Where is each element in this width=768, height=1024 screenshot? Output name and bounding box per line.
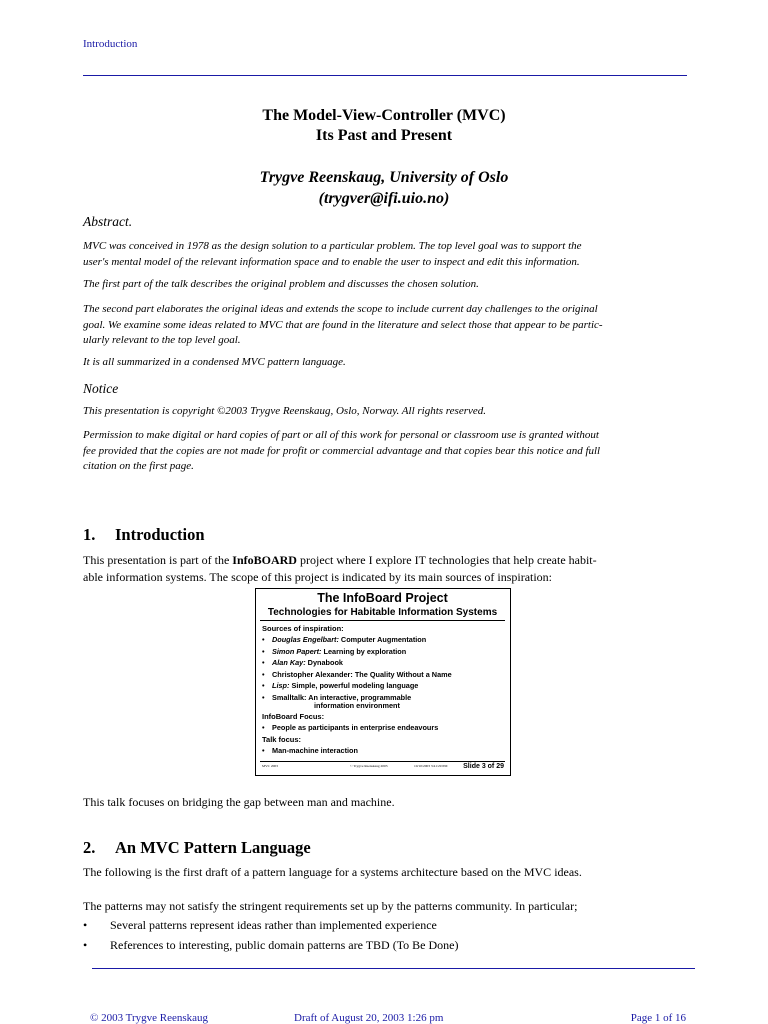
bullet-glyph: • xyxy=(83,938,88,952)
slide-footer-date: 10/10/2003 3:41:29 PM xyxy=(414,764,448,768)
abstract-paragraph-2 xyxy=(83,277,689,293)
doc-title-line2: Its Past and Present xyxy=(315,127,453,144)
abstract-heading: Abstract. xyxy=(83,214,133,229)
slide-footer-divider xyxy=(260,761,505,762)
section-number: 2. xyxy=(83,838,96,857)
bullet-glyph: • xyxy=(262,723,265,732)
footer-copyright: © 2003 Trygve Reenskaug xyxy=(90,1012,209,1024)
project-name: InfoBOARD xyxy=(232,553,297,567)
text-line: It is all summarized in a condensed MVC pattern language. xyxy=(83,356,346,368)
slide-footer-left: MVC 2003 xyxy=(262,764,278,768)
slide-image xyxy=(255,588,511,776)
section-2-paragraph-1 xyxy=(83,864,689,881)
text-line: The first part of the talk describes the original problem and discusses the chosen solution. xyxy=(83,278,479,290)
running-header: Introduction xyxy=(83,38,138,50)
footer-draft-date: Draft of August 20, 2003 1:26 pm xyxy=(294,1012,444,1024)
text-line: MVC was conceived in 1978 as the design solution to a particular problem. The top level goal was to support the xyxy=(83,240,582,252)
text-line: Permission to make digital or hard copies of part or all of this work for personal or classroom use is granted without xyxy=(83,429,599,441)
author-name: Trygve Reenskaug, University of Oslo xyxy=(259,169,509,186)
bullet-glyph: • xyxy=(262,635,265,644)
focus-text: People as participants in enterprise endeavours xyxy=(272,723,439,732)
text-run: This presentation is part of the xyxy=(83,553,233,567)
header-rule xyxy=(83,75,687,76)
text-line: The following is the first draft of a pattern language for a systems architecture based on the MVC ideas. xyxy=(83,865,582,879)
notice-heading: Notice xyxy=(83,381,119,396)
notice-paragraph-1 xyxy=(83,404,689,420)
source-text: Computer Augmentation xyxy=(338,635,427,644)
section-1-closing xyxy=(83,794,689,811)
footer-rule xyxy=(92,968,695,969)
text-line xyxy=(83,552,689,569)
footer-page-number: Page 1 of 16 xyxy=(630,1012,686,1024)
abstract-paragraph-3 xyxy=(83,302,689,349)
notice-paragraph-2 xyxy=(83,428,689,475)
slide-source-item xyxy=(262,658,343,667)
bullet-glyph: • xyxy=(83,918,88,932)
slide-subtitle: Technologies for Habitable Information Systems xyxy=(267,607,498,618)
source-name: Simon Papert: xyxy=(272,646,322,656)
text-line: user's mental model of the relevant information space and to enable the user to inspect and edit this information. xyxy=(83,255,580,268)
slide-talk-heading: Talk focus: xyxy=(262,734,302,744)
source-name: Alan Kay: xyxy=(272,658,306,667)
bullet-glyph: • xyxy=(262,669,265,679)
text-line: This presentation is copyright ©2003 Trygve Reenskaug, Oslo, Norway. All rights reserved. xyxy=(83,405,487,417)
slide-page-number: Slide 3 of 29 xyxy=(463,763,504,770)
text-line: The second part elaborates the original ideas and extends the scope to include current day challenges to the original xyxy=(83,303,598,315)
author-email: (trygver@ifi.uio.no) xyxy=(318,190,450,207)
source-text: Dynabook xyxy=(305,658,343,667)
bullet-glyph: • xyxy=(262,681,265,690)
list-item xyxy=(83,918,437,933)
text-line: goal. We examine some ideas related to MVC that are found in the literature and select those that appear to be partic- xyxy=(83,318,603,331)
slide-source-item xyxy=(262,635,426,644)
text-run: project where I explore IT technologies that help create habit- xyxy=(296,553,597,567)
source-name: Lisp: xyxy=(272,681,290,690)
slide-source-item xyxy=(262,647,406,656)
text-line: able information systems. The scope of this project is indicated by its main sources of inspiration: xyxy=(83,570,553,584)
talk-text: Man-machine interaction xyxy=(272,745,358,755)
slide-footer-copyright: © Trygve Reenskaug 2003 xyxy=(350,764,388,768)
slide-sources-heading: Sources of inspiration: xyxy=(262,624,344,633)
slide-source-item xyxy=(262,681,418,690)
slide-talk-item xyxy=(262,746,358,755)
section-2-paragraph-2 xyxy=(83,898,689,915)
source-name: Douglas Engelbart: xyxy=(272,635,339,644)
text-line: This talk focuses on bridging the gap between man and machine. xyxy=(83,795,395,809)
text-line: The patterns may not satisfy the stringent requirements set up by the patterns community. In particular; xyxy=(83,899,578,913)
bullet-glyph: • xyxy=(262,692,265,702)
bullet-glyph: • xyxy=(262,658,265,667)
abstract-paragraph-1 xyxy=(83,239,689,270)
slide-divider xyxy=(260,620,505,621)
text-line: ularly relevant to the top level goal. xyxy=(83,334,241,346)
bullet-glyph: • xyxy=(262,646,265,656)
section-title: Introduction xyxy=(115,525,205,544)
doc-title-line1: The Model-View-Controller (MVC) xyxy=(262,107,506,124)
source-text: Christopher Alexander: The Quality Without a Name xyxy=(272,669,452,679)
source-text: Smalltalk: An interactive, programmable xyxy=(272,692,412,702)
slide-source-continuation: information environment xyxy=(314,700,400,710)
list-item-text: References to interesting, public domain patterns are TBD (To Be Done) xyxy=(110,938,459,952)
slide-title: The InfoBoard Project xyxy=(317,591,448,605)
bullet-glyph: • xyxy=(262,745,265,755)
section-number: 1. xyxy=(83,525,96,544)
section-1-heading xyxy=(83,525,205,545)
list-item xyxy=(83,938,459,953)
list-item-text: Several patterns represent ideas rather than implemented experience xyxy=(110,918,437,932)
section-1-intro xyxy=(83,552,689,586)
slide-focus-heading: InfoBoard Focus: xyxy=(262,712,325,721)
source-text: Simple, powerful modeling language xyxy=(289,681,419,690)
text-line: citation on the first page. xyxy=(83,460,194,472)
slide-source-item xyxy=(262,670,452,679)
section-title: An MVC Pattern Language xyxy=(115,838,311,857)
source-text: Learning by exploration xyxy=(321,646,407,656)
abstract-paragraph-4 xyxy=(83,355,689,371)
section-2-heading xyxy=(83,838,311,858)
slide-focus-item xyxy=(262,723,438,732)
text-line: fee provided that the copies are not made for profit or commercial advantage and that copies bear this notice and full xyxy=(83,444,601,457)
